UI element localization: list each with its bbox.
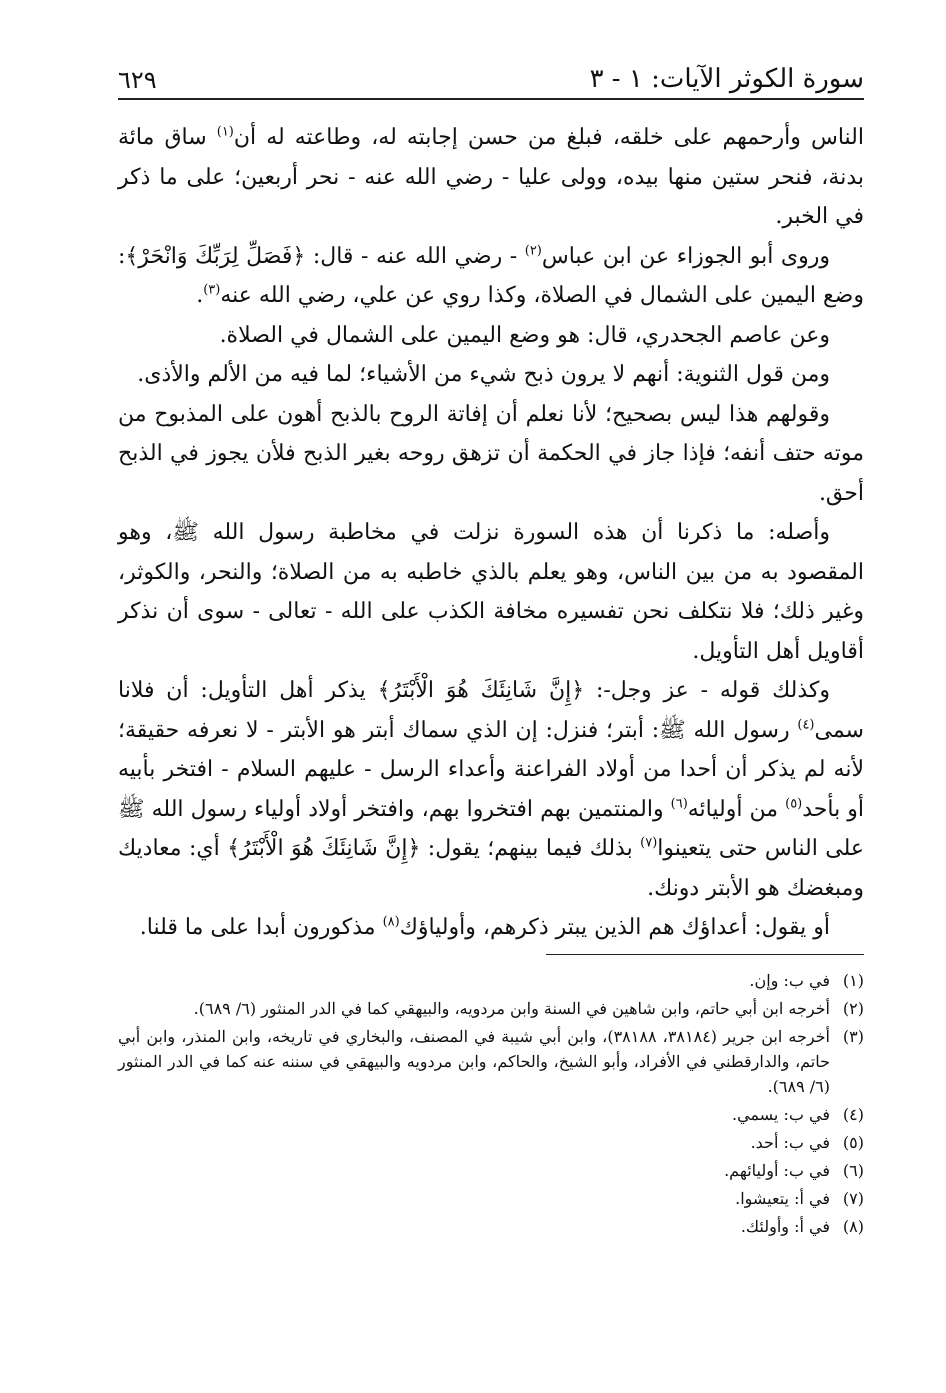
- footnote-number: (٢): [842, 999, 864, 1018]
- footnote-number: (٤): [842, 1105, 864, 1124]
- footnote-item: [118, 968, 864, 993]
- text-segment: أو يقول: أعداؤك هم الذين يبتر ذكرهم، وأولياؤك: [399, 915, 830, 940]
- text-segment: بذلك فيما بينهم؛ يقول: ﴿إِنَّ شَانِئَكَ هُوَ الْأَبْتَرُ﴾ أي: معاديك ومبغضك هو الأبتر دونك.: [118, 836, 864, 901]
- paragraph: [118, 355, 864, 395]
- footnote-marker: (٢): [524, 243, 542, 259]
- text-segment: والمنتمين بهم افتخروا بهم، وافتخر أولاد أولياء رسول الله ﷺ على الناس حتى يتعينوا: [118, 796, 865, 861]
- footnote-number: (٥): [842, 1133, 864, 1152]
- footnote-marker: (٧): [640, 835, 658, 851]
- text-segment: مذكورون أبدا على ما قلنا.: [139, 915, 383, 940]
- running-title: سورة الكوثر الآيات: ١ - ٣: [589, 64, 864, 94]
- footnote-text: في ب: أوليائهم.: [724, 1161, 830, 1180]
- paragraph: [118, 395, 864, 514]
- paragraph: [118, 908, 864, 948]
- footnote-item: [118, 1102, 864, 1127]
- text-segment: من أوليائه: [687, 796, 786, 822]
- footnote-text: في ب: أحد.: [750, 1133, 830, 1152]
- footnote-text: في ب: يسمي.: [731, 1105, 830, 1124]
- footnote-text: في أ: وأولئك.: [740, 1217, 830, 1236]
- text-segment: وأصله: ما ذكرنا أن هذه السورة نزلت في مخاطبة رسول الله ﷺ، وهو المقصود به من بين الناس، وهو يعلم بالذي خاطبه به من الصلاة؛ والنحر، والكوثر، وغير ذلك؛ فلا نتكلف نحن تفسيره مخافة الكذب على الله - تعالى - سوى أن نذكر أقاويل أهل التأويل.: [118, 520, 864, 664]
- paragraph: [118, 118, 864, 237]
- footnote-text: في ب: وإن.: [749, 971, 830, 990]
- footnote-marker: (٣): [203, 282, 221, 298]
- footnote-marker: (٨): [382, 914, 400, 930]
- text-segment: رسول الله ﷺ: أبتر؛ فنزل: إن الذي سماك أبتر هو الأبتر - لا نعرفه حقيقة؛ لأنه لم يذكر أن أحدا من أولاد الفراعنة وأعداء الرسل - عليهم السلام - افتخر بأبيه أو بأحد: [118, 717, 865, 822]
- text-segment: وعن عاصم الجحدري، قال: هو وضع اليمين على الشمال في الصلاة.: [219, 322, 830, 348]
- text-segment: .: [196, 283, 204, 308]
- text-segment: ومن قول الثنوية: أنهم لا يرون ذبح شيء من الأشياء؛ لما فيه من الألم والأذى.: [137, 362, 830, 387]
- footnote-number: (٧): [842, 1189, 864, 1208]
- paragraph: [118, 671, 864, 908]
- main-text: [118, 118, 864, 948]
- footnote-item: [118, 1186, 864, 1211]
- footnote-item: [118, 1130, 864, 1155]
- footnote-divider: [546, 954, 864, 955]
- footnotes: [118, 968, 864, 1242]
- footnote-text: أخرجه ابن جرير (٣٨١٨٤، ٣٨١٨٨)، وابن أبي شيبة في المصنف، والبخاري في تاريخه، وابن المنذر، وابن أبي حاتم، والدارقطني في الأفراد، وأبو الشيخ، والحاكم، وابن مردويه والبيهقي في سننه عنه كما في الدر المنثور (٦/ ٦٨٩).: [118, 1027, 831, 1096]
- footnote-number: (٣): [842, 1027, 864, 1046]
- footnote-item: [118, 996, 864, 1021]
- footnote-item: [118, 1214, 864, 1239]
- text-segment: وكذلك قوله - عز وجل-: ﴿إِنَّ شَانِئَكَ هُوَ الْأَبْتَرُ﴾ يذكر أهل التأويل: أن فلانا سمى: [118, 678, 864, 743]
- text-segment: الناس وأرحمهم على خلقه، فبلغ من حسن إجابته له، وطاعته له أن: [233, 125, 864, 150]
- footnote-item: [118, 1024, 864, 1099]
- text-segment: وروى أبو الجوزاء عن ابن عباس: [541, 243, 830, 269]
- paragraph: [118, 316, 864, 356]
- paragraph: [118, 513, 864, 671]
- footnote-number: (١): [842, 971, 864, 990]
- page-number: ٦٢٩: [118, 66, 157, 94]
- text-segment: - رضي الله عنه - قال: ﴿فَصَلِّ لِرَبِّكَ وَانْحَرْ﴾: وضع اليمين على الشمال في الصلاة، وكذا روي عن علي، رضي الله عنه: [118, 243, 864, 308]
- footnote-text: في أ: يتعيشوا.: [735, 1189, 830, 1208]
- footnote-text: أخرجه ابن أبي حاتم، وابن شاهين في السنة وابن مردويه، والبيهقي كما في الدر المنثور (٦/ ٦٨٩).: [193, 999, 830, 1018]
- text-segment: ساق مائة بدنة، فنحر ستين منها بيده، وولى عليا - رضي الله عنه - نحر أربعين؛ على ما ذكر في الخبر.: [118, 125, 864, 229]
- footnote-number: (٦): [842, 1161, 864, 1180]
- text-segment: وقولهم هذا ليس بصحيح؛ لأنا نعلم أن إفاتة الروح بالذبح أهون على المذبوح من موته حتف أنفه؛ فإذا جاز في الحكمة أن تزهق روحه بغير الذبح فلأن يجوز في الذبح أحق.: [118, 401, 864, 506]
- footnote-marker: (٥): [785, 796, 803, 812]
- footnote-marker: (٦): [670, 796, 688, 812]
- footnote-marker: (١): [216, 124, 234, 140]
- footnote-item: [118, 1158, 864, 1183]
- footnote-marker: (٤): [797, 717, 815, 733]
- paragraph: [118, 237, 864, 316]
- page-header: [118, 52, 864, 100]
- footnote-number: (٨): [842, 1217, 864, 1236]
